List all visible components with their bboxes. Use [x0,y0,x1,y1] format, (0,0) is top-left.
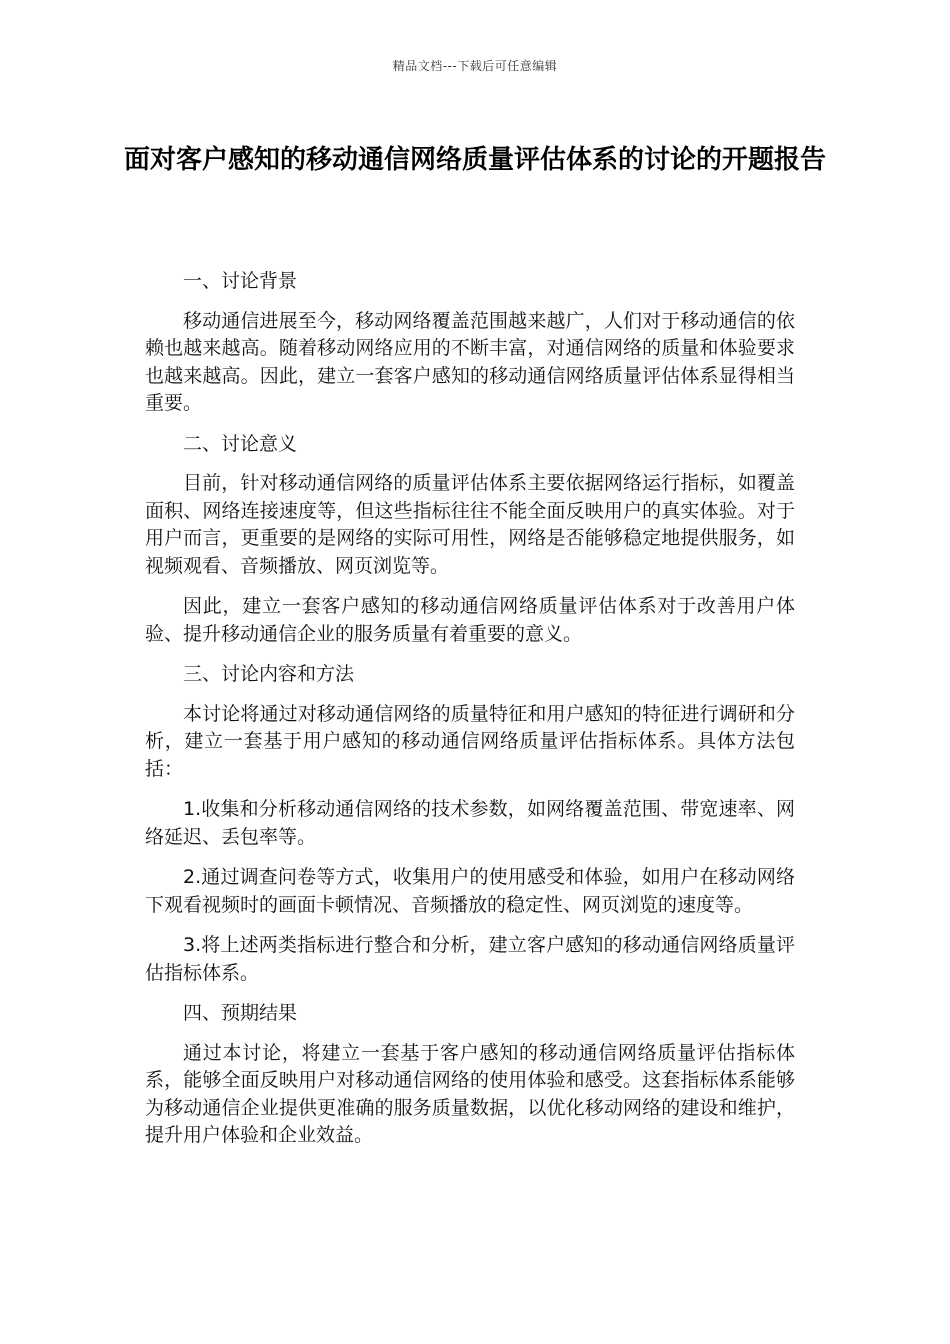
body-paragraph: 移动通信进展至今，移动网络覆盖范围越来越广，人们对于移动通信的依赖也越来越高。随着移动网络应用的不断丰富，对通信网络的质量和体验要求也越来越高。因此，建立一套客户感知的移动通信网络质量评估体系显得相当重要。 [145,309,795,414]
body-paragraph: 目前，针对移动通信网络的质量评估体系主要依据网络运行指标，如覆盖面积、网络连接速度等，但这些指标往往不能全面反映用户的真实体验。对于用户而言，更重要的是网络的实际可用性，网络是否能够稳定地提供服务，如视频观看、音频播放、网页浏览等。 [145,472,795,577]
document-title: 面对客户感知的移动通信网络质量评估体系的讨论的开题报告 [123,145,826,175]
header-note: 精品文档---下载后可任意编辑 [392,59,558,73]
section-heading: 一、讨论背景 [183,270,298,292]
list-item-paragraph: 1.收集和分析移动通信网络的技术参数，如网络覆盖范围、带宽速率、网络延迟、丢包率等。 [145,798,795,848]
section-heading: 四、预期结果 [183,1002,298,1024]
body-paragraph: 因此，建立一套客户感知的移动通信网络质量评估体系对于改善用户体验、提升移动通信企业的服务质量有着重要的意义。 [145,595,795,645]
section-heading: 二、讨论意义 [183,432,298,455]
document-body [145,268,795,1163]
list-item-paragraph: 3.将上述两类指标进行整合和分析，建立客户感知的移动通信网络质量评估指标体系。 [145,934,795,984]
body-paragraph: 本讨论将通过对移动通信网络的质量特征和用户感知的特征进行调研和分析，建立一套基于用户感知的移动通信网络质量评估指标体系。具体方法包括： [145,702,795,780]
list-item-paragraph: 2.通过调查问卷等方式，收集用户的使用感受和体验，如用户在移动网络下观看视频时的画面卡顿情况、音频播放的稳定性、网页浏览的速度等。 [145,866,795,916]
body-paragraph: 通过本讨论，将建立一套基于客户感知的移动通信网络质量评估指标体系，能够全面反映用户对移动通信网络的使用体验和感受。这套指标体系能够为移动通信企业提供更准确的服务质量数据，以优化移动网络的建设和维护，提升用户体验和企业效益。 [145,1041,795,1146]
section-heading: 三、讨论内容和方法 [183,663,355,685]
